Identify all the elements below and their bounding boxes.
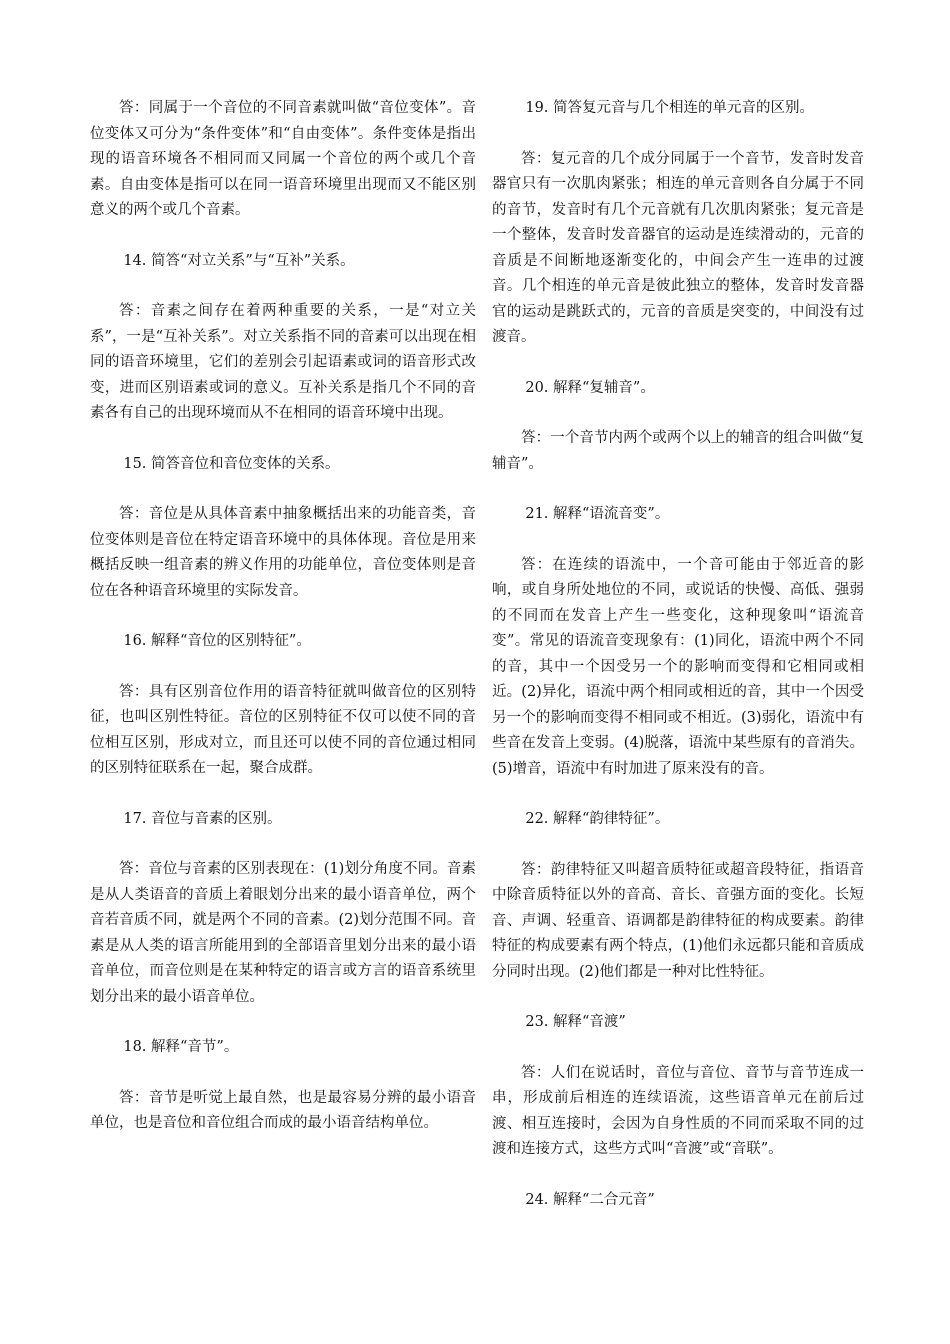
answer-paragraph: 答：具有区别音位作用的语音特征就叫做音位的区别特征，也叫区别性特征。音位的区别特征不仅可以使不同的音位相互区别，形成对立，而且还可以使不同的音位通过相同的区别特征联系在一起，聚合成群。: [90, 683, 476, 776]
question-heading: 22. 解释“韵律特征”。: [525, 811, 670, 827]
right-column: [492, 96, 864, 1238]
answer-paragraph: 答：在连续的语流中，一个音可能由于邻近音的影响，或自身所处地位的不同，或说话的快慢、高低、强弱的不同而在发音上产生一些变化，这种现象叫“语流音变”。常见的语流音变现象有：(1)同化，语流中两个不同的音，其中一个因受另一个的影响而变得和它相同或相近。(2)异化，语流中两个相同或相近的音，其中一个因受另一个的影响而变得不相同或不相近。(3)弱化，语流中有些音在发音上变弱。(4)脱落，语流中某些原有的音消失。(5)增音，语流中有时加进了原来没有的音。: [492, 556, 864, 777]
question-heading: 17. 音位与音素的区别。: [123, 810, 282, 827]
question-heading: 18. 解释“音节”。: [123, 1039, 239, 1055]
question-heading: 24. 解释“二合元音”: [525, 1191, 655, 1208]
question-heading: 19. 简答复元音与几个相连的单元音的区别。: [525, 100, 815, 116]
answer-paragraph: 答：一个音节内两个或两个以上的辅音的组合叫做“复辅音”。: [492, 430, 864, 472]
left-column: [90, 96, 476, 1162]
question-heading: 23. 解释“音渡”: [525, 1014, 626, 1030]
question-heading: 20. 解释“复辅音”。: [525, 379, 655, 396]
answer-paragraph: 答：音素之间存在着两种重要的关系，一是“对立关系”，一是“互补关系”。对立关系指不同的音素可以出现在相同的语音环境里，它们的差别会引起语素或词的语音形式改变，进而区别语素或词的意义。互补关系是指几个不同的音素各有自己的出现环境而从不在相同的语音环境中出现。: [90, 303, 476, 421]
answer-paragraph: 答：人们在说话时，音位与音位、音节与音节连成一串，形成前后相连的连续语流，这些语音单元在前后过渡、相互连接时，会因为自身性质的不同而采取不同的过渡和连接方式，这些方式叫“音渡”或“音联”。: [492, 1064, 864, 1157]
answer-paragraph: 答：韵律特征又叫超音质特征或超音段特征，指语音中除音质特征以外的音高、音长、音强方面的变化。长短音、声调、轻重音、语调都是韵律特征的构成要素。韵律特征的构成要素有两个特点，(1)他们永远都只能和音质成分同时出现。(2)他们都是一种对比性特征。: [492, 861, 864, 980]
question-heading: 16. 解释“音位的区别特征”。: [123, 633, 311, 649]
answer-paragraph: 答：音节是听觉上最自然，也是最容易分辨的最小语音单位，也是音位和音位组合而成的最小语音结构单位。: [90, 1089, 476, 1131]
question-heading: 14. 简答“对立关系”与“互补”关系。: [123, 252, 355, 269]
answer-paragraph: 答：同属于一个音位的不同音素就叫做“音位变体”。音位变体又可分为“条件变体”和“自由变体”。条件变体是指出现的语音环境各不相同而又同属一个音位的两个或几个音素。自由变体是指可以在同一语音环境里出现而又不能区别意义的两个或几个音素。: [90, 100, 476, 218]
answer-paragraph: 答：音位与音素的区别表现在：(1)划分角度不同。音素是从人类语音的音质上着眼划分出来的最小语音单位，两个音若音质不同，就是两个不同的音素。(2)划分范围不同。音素是从人类的语言所能用到的全部语音里划分出来的最小语音单位，而音位则是在某种特定的语言或方言的语音系统里划分出来的最小语音单位。: [90, 861, 476, 1005]
answer-paragraph: 答：音位是从具体音素中抽象概括出来的功能音类，音位变体则是音位在特定语音环境中的具体体现。音位是用来概括反映一组音素的辨义作用的功能单位，音位变体则是音位在各种语音环境里的实际发音。: [90, 506, 476, 599]
question-heading: 15. 简答音位和音位变体的关系。: [123, 455, 340, 472]
answer-paragraph: 答：复元音的几个成分同属于一个音节，发音时发音器官只有一次肌肉紧张；相连的单元音则各自分属于不同的音节，发音时有几个元音就有几次肌肉紧张；复元音是一个整体，发音时发音器官的运动是连续滑动的，元音的音质是不间断地逐渐变化的，中间会产生一连串的过渡音。几个相连的单元音是彼此独立的整体，发音时发音器官的运动是跳跃式的，元音的音质是突变的，中间没有过渡音。: [492, 150, 864, 345]
question-heading: 21. 解释“语流音变”。: [525, 506, 670, 522]
